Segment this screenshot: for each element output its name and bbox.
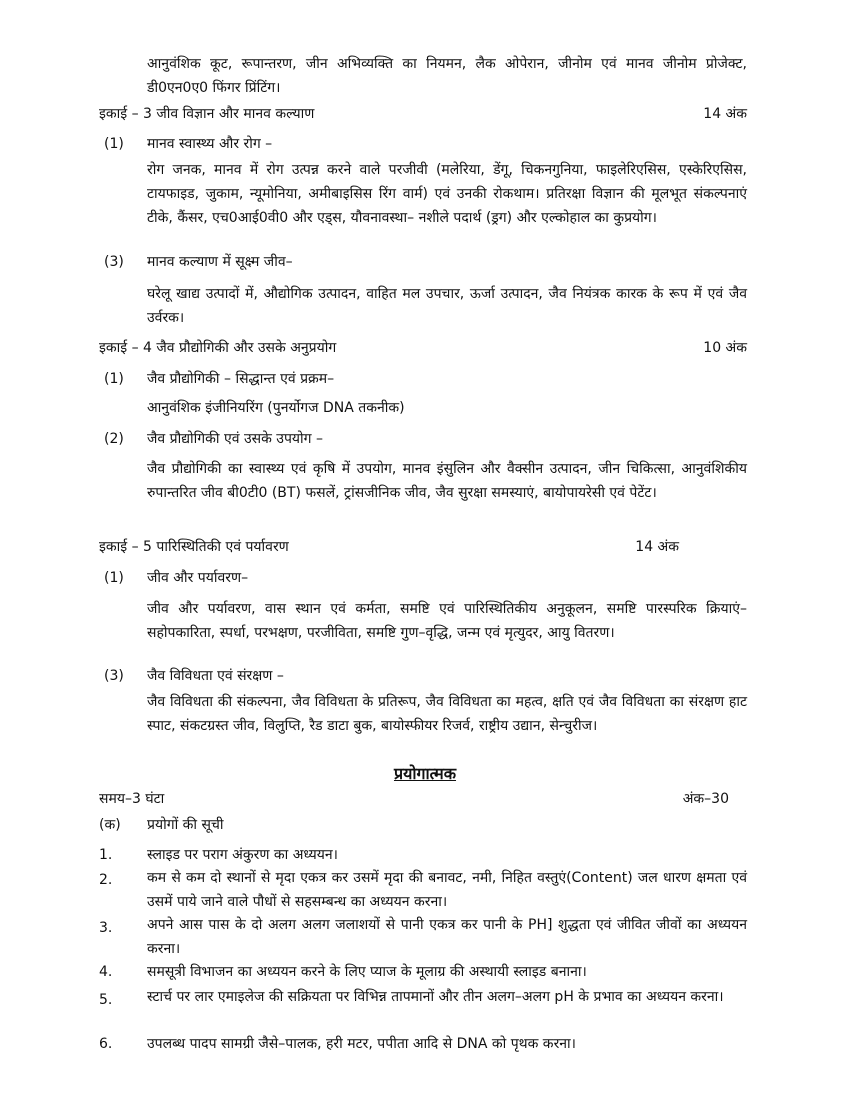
section-title: मानव कल्याण में सूक्ष्म जीव–	[147, 254, 293, 270]
section-body: जैव प्रौद्योगिकी का स्वास्थ्य एवं कृषि में उपयोग, मानव इंसुलिन और वैक्सीन उत्पादन, जीन चिकित्सा, आनुवंशिकीय रुपान्तरित जीव बी0टी0 (BT) फसलें, ट्रांसजीनिक जीव, जैव सुरक्षा समस्याएं, बायोपायरेसी एवं पेटेंट।	[147, 461, 747, 501]
practical-marks: अंक–30	[682, 791, 729, 807]
section-number: (1)	[104, 371, 124, 387]
list-item: समसूत्री विभाजन का अध्ययन करने के लिए प्याज के मूलाग्र की अस्थायी स्लाइड बनाना।	[147, 964, 587, 980]
list-item-number: 1.	[99, 847, 113, 863]
list-item: स्टार्च पर लार एमाइलेज की सक्रियता पर विभिन्न तापमानों और तीन अलग–अलग pH के प्रभाव का अध्ययन करना।	[147, 989, 724, 1005]
list-heading-number: (क)	[99, 817, 121, 833]
list-heading: प्रयोगों की सूची	[147, 817, 224, 833]
practical-meta	[99, 789, 729, 809]
unit-4-marks: 10 अंक	[703, 340, 747, 356]
section-body: आनुवंशिक इंजीनियरिंग (पुनर्योगज DNA तकनीक)	[147, 400, 405, 416]
list-item: उपलब्ध पादप सामग्री जैसे–पालक, हरी मटर, पपीता आदि से DNA को पृथक करना।	[147, 1036, 576, 1052]
section-title: जैव प्रौद्योगिकी – सिद्धान्त एवं प्रक्रम–	[147, 371, 335, 387]
list-item-number: 5.	[99, 992, 113, 1008]
unit-3-heading	[99, 104, 747, 124]
section-body: जैव विविधता की संकल्पना, जैव विविधता के प्रतिरूप, जैव विविधता का महत्व, क्षति एवं जैव विविधता का संरक्षण हाट स्पाट, संकटग्रस्त जीव, विलुप्ति, रैड डाटा बुक, बायोस्फीयर रिजर्व, राष्ट्रीय उद्यान, सेन्चुरीज।	[147, 694, 747, 734]
section-body: घरेलू खाद्य उत्पादों में, औद्योगिक उत्पादन, वाहित मल उपचार, ऊर्जा उत्पादन, जैव नियंत्रक कारक के रूप में एवं जैव उर्वरक।	[147, 286, 747, 326]
list-item: स्लाइड पर पराग अंकुरण का अध्ययन।	[147, 847, 338, 863]
section-number: (1)	[104, 570, 124, 586]
unit-4-title: इकाई – 4 जैव प्रौद्योगिकी और उसके अनुप्रयोग	[99, 340, 337, 356]
unit-4-heading	[99, 338, 747, 358]
list-item-number: 4.	[99, 964, 113, 980]
section-title: मानव स्वास्थ्य और रोग –	[147, 136, 273, 152]
unit-5-heading	[99, 537, 679, 557]
section-number: (3)	[104, 254, 124, 270]
section-title: जैव प्रौद्योगिकी एवं उसके उपयोग –	[147, 431, 324, 447]
section-title: जीव और पर्यावरण–	[147, 570, 249, 586]
unit-5-marks: 14 अंक	[635, 539, 679, 555]
section-number: (3)	[104, 668, 124, 684]
practical-time: समय–3 घंटा	[99, 791, 165, 807]
section-number: (2)	[104, 431, 124, 447]
section-number: (1)	[104, 136, 124, 152]
unit-3-marks: 14 अंक	[703, 106, 747, 122]
list-item-number: 2.	[99, 872, 113, 888]
unit-3-title: इकाई – 3 जीव विज्ञान और मानव कल्याण	[99, 106, 315, 122]
section-title: जैव विविधता एवं संरक्षण –	[147, 668, 284, 684]
list-item-number: 3.	[99, 920, 113, 936]
list-item: अपने आस पास के दो अलग अलग जलाशयों से पानी एकत्र कर पानी के PH] शुद्धता एवं जीवित जीवों का अध्ययन करना।	[147, 917, 747, 957]
section-body: जीव और पर्यावरण, वास स्थान एवं कर्मता, समष्टि एवं पारिस्थितिकीय अनुकूलन, समष्टि पारस्परिक क्रियाएं–सहोपकारिता, स्पर्धा, परभक्षण, परजीविता, समष्टि गुण–वृद्धि, जन्म एवं मृत्युदर, आयु वितरण।	[147, 601, 747, 641]
unit-5-title: इकाई – 5 पारिस्थितिकी एवं पर्यावरण	[99, 539, 289, 555]
list-item: कम से कम दो स्थानों से मृदा एकत्र कर उसमें मृदा की बनावट, नमी, निहित वस्तुएं(Content) जल धारण क्षमता एवं उसमें पाये जाने वाले पौधों से सहसम्बन्ध का अध्ययन करना।	[147, 870, 747, 910]
section-body: रोग जनक, मानव में रोग उत्पन्न करने वाले परजीवी (मलेरिया, डेंगू, चिकनगुनिया, फाइलेरिएसिस, एस्केरिएसिस, टायफाइड, जुकाम, न्यूमोनिया, अमीबाइसिस रिंग वार्म) एवं उनकी रोकथाम। प्रतिरक्षा विज्ञान की मूलभूत संकल्पनाएं टीके, कैंसर, एच0आई0वी0 और एड्स, यौवनावस्था– नशीले पदार्थ (ड्रग) और एल्कोहाल का कुप्रयोग।	[147, 162, 747, 226]
practical-title: प्रयोगात्मक	[393, 764, 457, 783]
list-item-number: 6.	[99, 1036, 113, 1052]
intro-paragraph: आनुवंशिक कूट, रूपान्तरण, जीन अभिव्यक्ति का नियमन, लैक ओपेरान, जीनोम एवं मानव जीनोम प्रोजेक्ट, डी0एन0ए0 फिंगर प्रिंटिंग।	[147, 56, 747, 96]
